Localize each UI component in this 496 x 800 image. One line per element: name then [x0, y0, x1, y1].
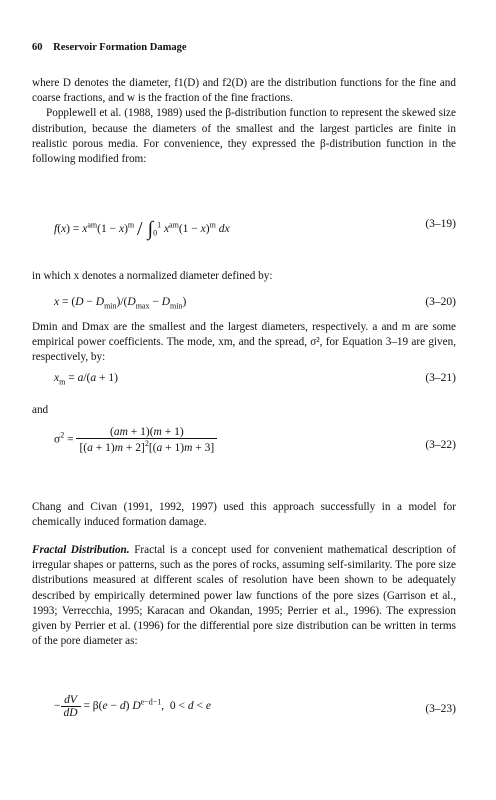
equation-body: $\sigma^2$ = $\frac{(am + 1)(m + 1)}{[(a + 1)m + 2]^2[(a + 1)m + 3]}$	[54, 426, 217, 454]
equation-body: $x_m = a/(a + 1)$	[54, 372, 118, 387]
paragraph-block-5	[32, 500, 456, 530]
paragraph-block-1	[32, 76, 456, 167]
equation-body: $f(x) = x^{am}(1 - x)^m / \int_0^1$ $x^{am}(1 - x)^m$ dx	[54, 218, 230, 240]
paragraph-block-4	[32, 403, 456, 418]
equation-body: − $\frac{dV}{dD}$ = β(e − d) $D^{e-d-1}$, 0 < d < e	[54, 694, 211, 719]
equation-number: (3–19)	[425, 218, 456, 230]
running-header	[32, 42, 186, 53]
paragraph-block-6	[32, 543, 456, 649]
equation-3-22	[32, 426, 456, 468]
fractal-text: Fractal is a concept used for convenient mathematical description of irregular shapes or patterns, such as the pores of rocks, assuming self-similarity. The pore size distributions measured at different scales of resolution have been shown to be adequately described by empirically determined power law functions of the pore sizes (Garrison et al., 1993; Verrecchia, 1995; Karacan and Okandan, 1995; Perrier et al., 1996). The expression given by Perrier et al. (1996) for the differential pore size distribution can be written in terms of the pore diameter as:	[32, 544, 456, 648]
paragraph-fractal	[32, 543, 456, 649]
equation-number: (3–23)	[425, 703, 456, 715]
equation-number: (3–22)	[425, 439, 456, 451]
paragraph-beta-distribution: Popplewell et al. (1988, 1989) used the β-distribution function to represent the skewed size distribution, because the diameters of the smallest and the largest particles are finite in realistic porous media. For convenience, they expressed the β-distribution function in the following modified from:	[32, 107, 456, 166]
paragraph-dmin-dmax: Dmin and Dmax are the smallest and the largest diameters, respectively. a and m are some empirical power coefficients. The mode, xm, and the spread, σ², for Equation 3–19 are given, respectively, by:	[32, 321, 456, 364]
paragraph-block-2	[32, 269, 456, 284]
equation-body: $x = (D - D_{min})/(D_{max} - D_{min})$	[54, 296, 187, 311]
equation-number: (3–21)	[425, 372, 456, 384]
page-number: 60	[32, 42, 43, 53]
equation-3-21	[32, 372, 456, 396]
paragraph-block-3	[32, 320, 456, 366]
equation-3-20	[32, 296, 456, 320]
running-title: Reservoir Formation Damage	[53, 42, 187, 53]
equation-number: (3–20)	[425, 296, 456, 308]
paragraph-chang-civan: Chang and Civan (1991, 1992, 1997) used this approach successfully in a model for chemically induced formation damage.	[32, 501, 456, 529]
equation-3-23	[32, 694, 456, 730]
paragraph-normalized-diameter: in which x denotes a normalized diameter defined by:	[32, 270, 273, 282]
fractal-heading: Fractal Distribution.	[32, 544, 130, 556]
paragraph-and: and	[32, 404, 49, 416]
paragraph-distribution-functions: where D denotes the diameter, f1(D) and f2(D) are the distribution functions for the fine and coarse fractions, and w is the fraction of the fine fractions.	[32, 77, 456, 105]
equation-3-19	[32, 218, 456, 242]
